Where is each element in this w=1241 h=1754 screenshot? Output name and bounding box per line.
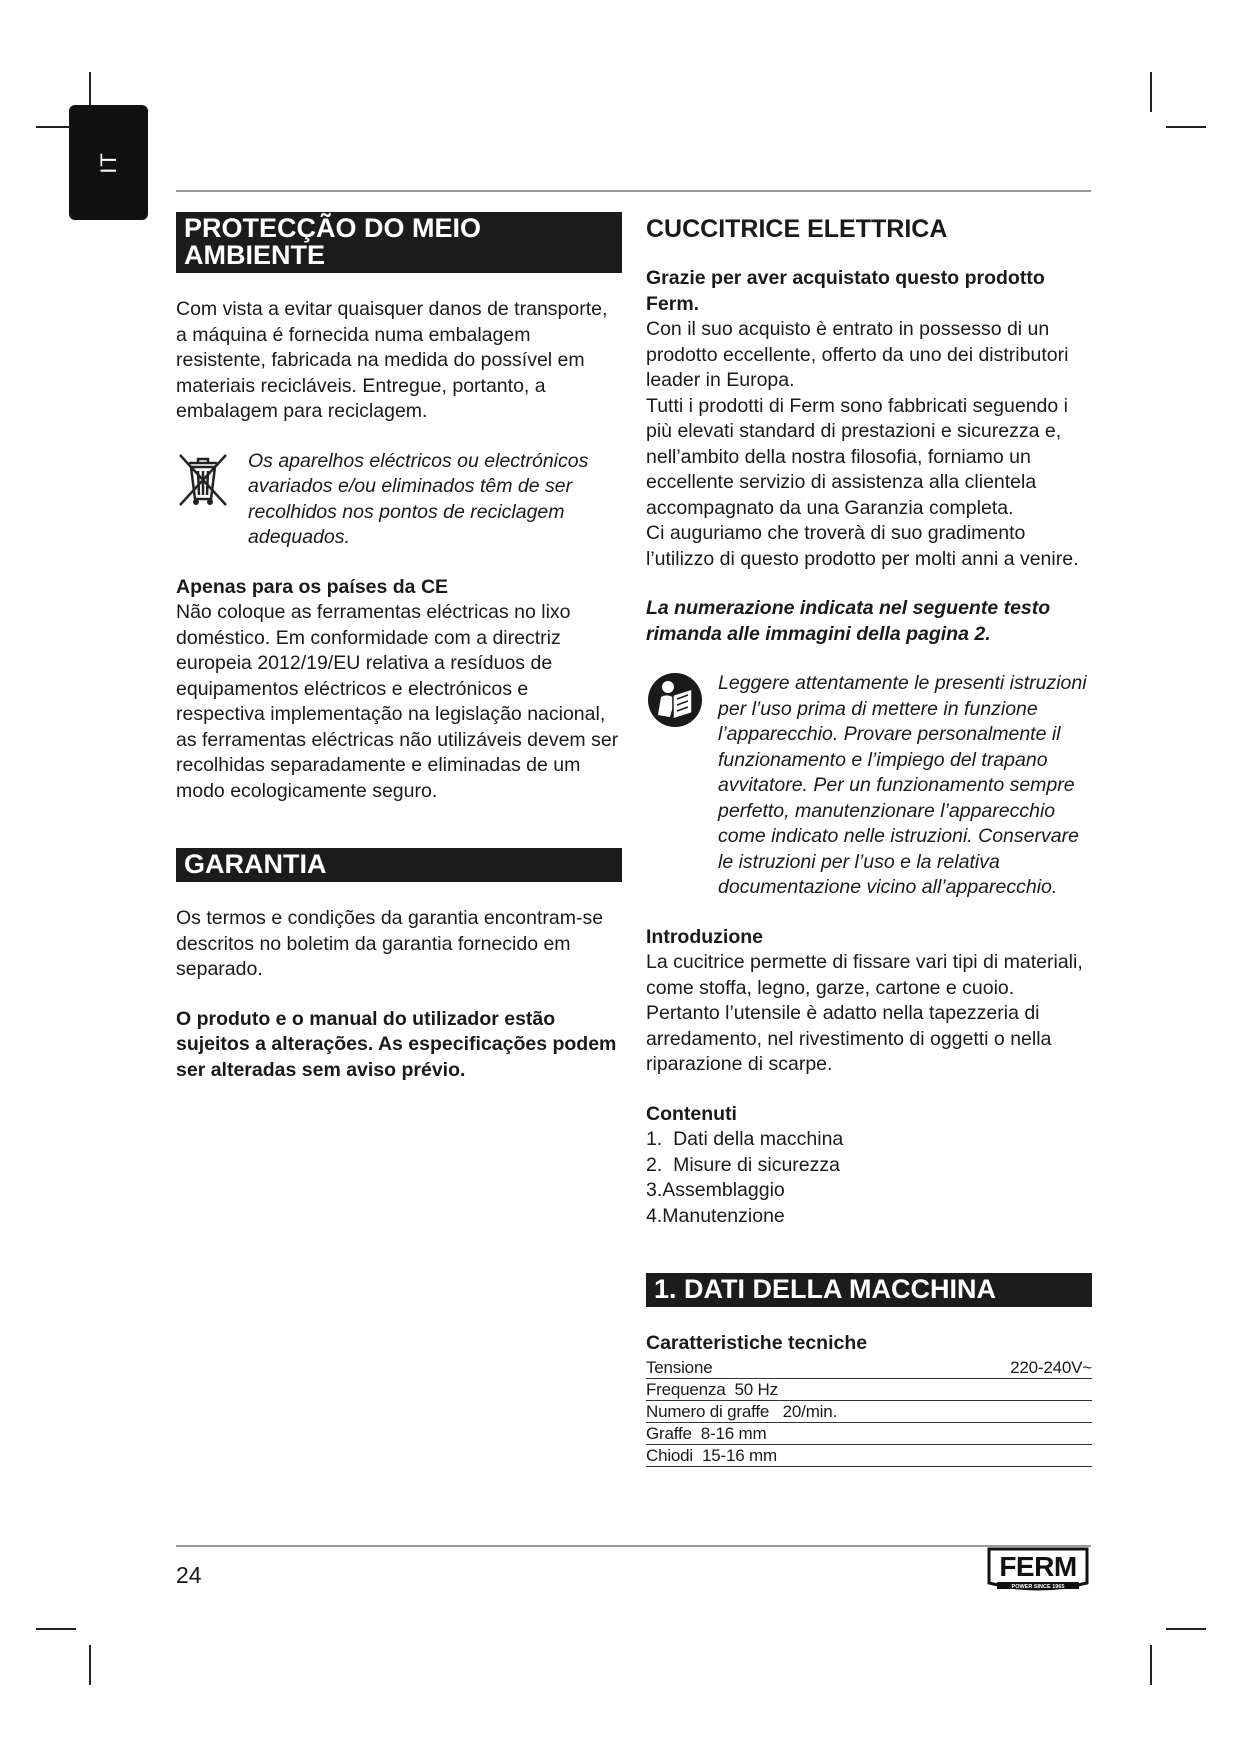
crop-mark <box>89 1645 91 1685</box>
top-rule <box>176 190 1091 192</box>
list-item: 2. Misure di sicurezza <box>646 1153 840 1176</box>
ec-heading: Apenas para os países da CE <box>176 575 449 598</box>
specs-table <box>646 1357 1092 1467</box>
left-column <box>176 212 622 1083</box>
warranty-heading: GARANTIA <box>176 848 622 882</box>
specs-heading: Caratteristiche tecniche <box>646 1332 868 1354</box>
table-row <box>646 1401 1092 1423</box>
spec-value: 220-240V~ <box>1010 1357 1092 1377</box>
product-title: CUCCITRICE ELETTRICA <box>646 215 948 243</box>
spec-label: Chiodi 15-16 mm <box>646 1445 777 1465</box>
read-manual-icon <box>646 671 718 737</box>
list-item: 4.Manutenzione <box>646 1204 785 1227</box>
numbering-note: La numerazione indicata nel seguente testo rimanda alle immagini della pagina 2. <box>646 597 1051 645</box>
intro-body: La cucitrice permette di fissare vari tipi di materiali, come stoffa, legno, garze, cartone e cuoio. Pertanto l’utensile è adatto nella tapezzeria di arredamento, nel rivestimento di oggetti o nella riparazione di scarpe. <box>646 951 1083 1075</box>
bottom-rule <box>176 1545 1091 1547</box>
warranty-notice: O produto e o manual do utilizador estão sujeitos a alterações. As especificações podem ser alteradas sem aviso prévio. <box>176 1007 617 1081</box>
section1-heading: 1. DATI DELLA MACCHINA <box>646 1273 1092 1307</box>
weee-note-text: Os aparelhos eléctricos ou electrónicos avariados e/ou eliminados têm de ser recolhidos nos pontos de reciclagem adequados. <box>248 449 589 548</box>
weee-note <box>176 449 622 551</box>
language-code: IT <box>95 151 121 174</box>
spec-label: Numero di graffe 20/min. <box>646 1401 838 1421</box>
contents-list <box>646 1127 1092 1229</box>
warranty-body: Os termos e condições da garantia encontram-se descritos no boletim da garantia fornecido em separado. <box>176 907 604 980</box>
thanks-body: Con il suo acquisto è entrato in possesso di un prodotto eccellente, offerto da uno dei distributori leader in Europa. Tutti i prodotti di Ferm sono fabbricati seguendo i più elevati standard di prestazioni e sicurezza e, nell’ambito della nostra filosofia, forniamo un eccellente servizio di assistenza alla clientela accompagnato da una Garanzia completa. Ci auguriamo che troverà di suo gradimento l’utilizzo di questo prodotto per molti anni a venire. <box>646 318 1079 570</box>
spec-label: Tensione <box>646 1357 713 1377</box>
right-column <box>646 214 1092 1467</box>
page-number: 24 <box>176 1562 202 1588</box>
weee-bin-icon <box>176 449 248 517</box>
read-manual-note <box>646 671 1092 901</box>
contents-heading: Contenuti <box>646 1102 737 1125</box>
table-row <box>646 1357 1092 1379</box>
environment-heading-line1: PROTECÇÃO DO MEIO <box>184 213 482 243</box>
crop-mark <box>36 1628 76 1630</box>
crop-mark <box>1166 1628 1206 1630</box>
intro-heading: Introduzione <box>646 925 763 948</box>
read-manual-text: Leggere attentamente le presenti istruzioni per l’uso prima di mettere in funzione l’apparecchio. Provare personalmente il funzionamento e l’impiego del trapano avvitatore. Per un funzionamento sempre perfetto, manutenzionare l’apparecchio come indicato nelle istruzioni. Conservare le istruzioni per l’uso e la relativa documentazione vicino all’apparecchio. <box>718 672 1087 898</box>
environment-body: Com vista a evitar quaisquer danos de transporte, a máquina é fornecida numa embalagem resistente, fabricada na medida do possível em materiais recicláveis. Entregue, portanto, a embalagem para reciclagem. <box>176 298 608 422</box>
spec-label: Frequenza 50 Hz <box>646 1379 778 1399</box>
thanks-heading: Grazie per aver acquistato questo prodotto Ferm. <box>646 267 1045 315</box>
crop-mark <box>1150 72 1152 112</box>
environment-heading <box>176 212 622 273</box>
brand-tagline: POWER SINCE 1965 <box>1011 1584 1065 1590</box>
spec-label: Graffe 8-16 mm <box>646 1423 767 1443</box>
table-row <box>646 1445 1092 1467</box>
ferm-logo <box>985 1545 1091 1600</box>
list-item: 1. Dati della macchina <box>646 1128 844 1150</box>
table-row <box>646 1423 1092 1445</box>
crop-mark <box>1166 126 1206 128</box>
table-row <box>646 1379 1092 1401</box>
language-tab <box>69 105 148 220</box>
environment-heading-line2: AMBIENTE <box>184 240 325 270</box>
brand-text: FERM <box>999 1551 1077 1582</box>
ec-body: Não coloque as ferramentas eléctricas no lixo doméstico. Em conformidade com a directriz europeia 2012/19/EU relativa a resíduos de equipamentos eléctricos e electrónicos e respectiva implementação na legislação nacional, as ferramentas eléctricas não utilizáveis devem ser recolhidas separadamente e eliminadas de um modo ecologicamente seguro. <box>176 601 619 802</box>
list-item: 3.Assemblaggio <box>646 1179 785 1201</box>
crop-mark <box>1150 1645 1152 1685</box>
